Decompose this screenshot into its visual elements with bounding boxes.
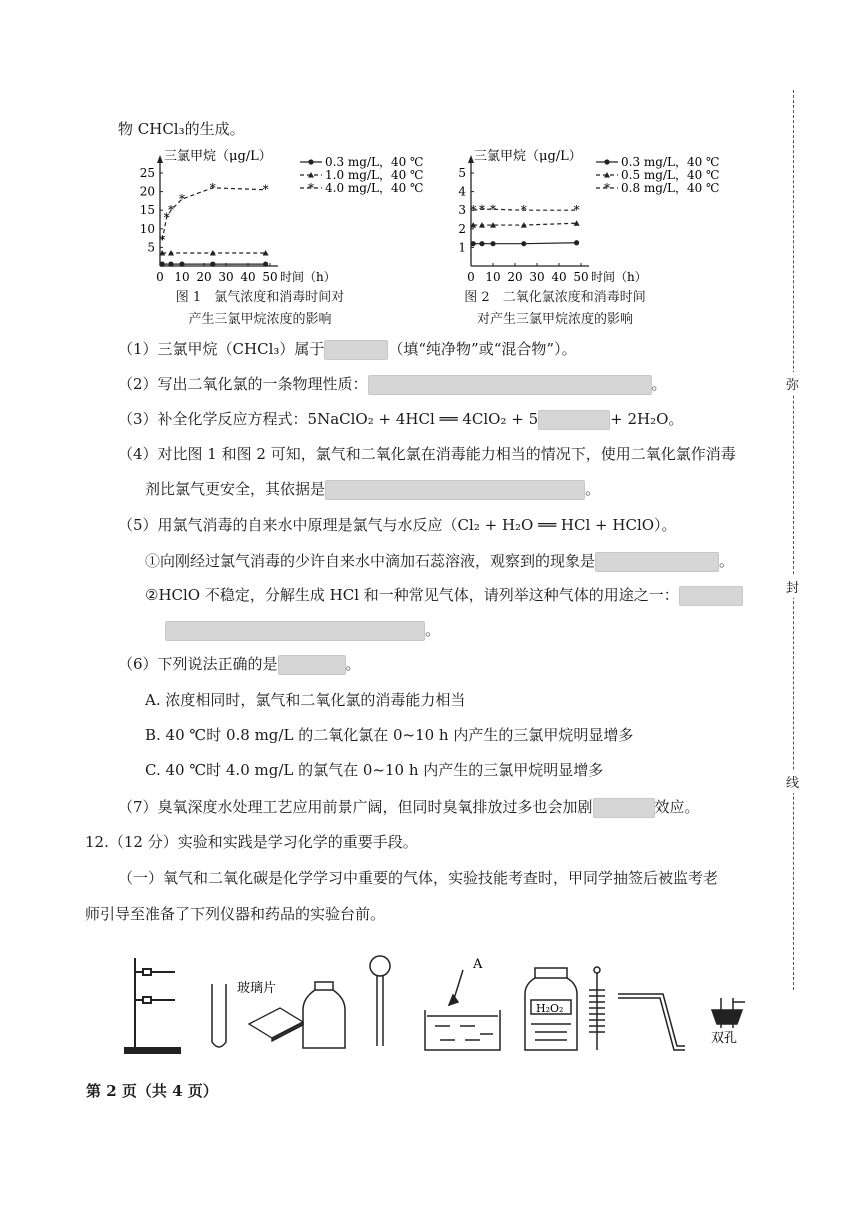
fig2-series-0-point-4 <box>574 240 579 245</box>
fig2-legend-label-2: 0.8 mg/L，40 ℃ <box>621 181 720 195</box>
fig1-series-2-point-4: * <box>209 180 216 195</box>
test-tube-brush-icon <box>589 967 605 1050</box>
fig1-ytick-label-4: 25 <box>139 166 155 180</box>
binding-line <box>793 90 794 990</box>
stopper-label: 双孔 <box>711 1031 738 1046</box>
reagent-label: H₂O₂ <box>536 1002 564 1015</box>
fig2-xtick-label-4: 40 <box>551 270 567 284</box>
fig1-ytick-label-3: 20 <box>139 184 155 199</box>
fig2-series-2-point-0: * <box>470 203 477 218</box>
question-3 <box>118 408 683 430</box>
fig1-series-2-point-2: * <box>168 203 174 218</box>
fig1-series-0-point-3 <box>210 262 215 267</box>
bent-glass-tube-icon <box>618 994 685 1050</box>
binding-mark-1: 弥 <box>786 372 799 395</box>
fig2-legend-label-1: 0.5 mg/L，40 ℃ <box>621 168 720 182</box>
q6-answer-blank[interactable] <box>278 655 346 675</box>
fig2-legend-label-0: 0.3 mg/L，40 ℃ <box>621 155 720 169</box>
fig2-series-2-point-4: * <box>573 203 580 218</box>
binding-mark-3: 线 <box>786 770 799 793</box>
test-tube-icon <box>212 984 226 1047</box>
two-hole-stopper-icon <box>712 998 745 1028</box>
q6-text-pre: （6）下列说法正确的是 <box>118 655 278 673</box>
question-12-1-line1: （一）氧气和二氧化碳是化学学习中重要的气体，实验技能考查时，甲同学抽签后被监考老 <box>118 869 719 887</box>
fig2-series-2-point-1: * <box>479 202 485 217</box>
q3-text-post: + 2H₂O。 <box>610 410 684 428</box>
q7-answer-blank[interactable] <box>593 798 655 818</box>
fig2-caption-line1: 图 2 二氧化氯浓度和消毒时间 <box>464 290 646 305</box>
fig2-legend-marker-0 <box>604 159 609 164</box>
fig2-legend-marker-2: * <box>604 181 610 195</box>
q6-text-post: 。 <box>345 655 361 673</box>
fig2-xtick-label-0: 0 <box>467 270 475 284</box>
fig1-ytick-label-0: 5 <box>147 240 155 255</box>
fig1-series-2-point-5: * <box>262 182 269 197</box>
fig2-ytick-label-0: 1 <box>458 240 466 255</box>
fig2-chart <box>450 142 780 287</box>
question-6 <box>118 653 361 675</box>
intro-line: 物 CHCl₃的生成。 <box>118 120 245 138</box>
q5-2-answer-blank-a[interactable] <box>679 586 743 606</box>
fig1-series-0-point-4 <box>263 262 268 267</box>
q3-answer-blank[interactable] <box>538 410 610 430</box>
q5-1-text-post: 。 <box>719 552 735 570</box>
question-5-line1: （5）用氯气消毒的自来水中原理是氯气与水反应（Cl₂ + H₂O ══ HCl + HClO）。 <box>118 516 677 534</box>
fig2-xtick-label-5: 50 <box>573 270 589 284</box>
question-5-2-cont <box>165 619 440 641</box>
q6-option-c: C. 40 ℃时 4.0 mg/L 的氯气在 0~10 h 内产生的三氯甲烷明显增多 <box>145 761 604 779</box>
question-1 <box>118 338 577 360</box>
fig1-ylabel: 三氯甲烷（μg/L） <box>164 149 272 164</box>
fig2-xtick-label-1: 10 <box>485 270 501 284</box>
fig1-legend-label-2: 4.0 mg/L，40 ℃ <box>325 181 424 195</box>
water-trough-icon <box>425 970 500 1050</box>
fig1-series-0-point-2 <box>179 262 184 267</box>
q2-text-pre: （2）写出二氧化氯的一条物理性质： <box>118 375 368 393</box>
fig2-series-0-point-0 <box>471 241 476 246</box>
iron-stand-icon <box>125 958 180 1053</box>
fig1-series-2-point-0: * <box>159 232 166 247</box>
question-4-line1: （4）对比图 1 和图 2 可知，氯气和二氧化氯在消毒能力相当的情况下，使用二氧化氯作消毒 <box>118 445 736 463</box>
fig1-caption-line2: 产生三氯甲烷浓度的影响 <box>188 312 332 327</box>
fig1-xtick-label-5: 50 <box>262 270 278 284</box>
q6-option-b: B. 40 ℃时 0.8 mg/L 的二氧化氯在 0~10 h 内产生的三氯甲烷明显增多 <box>145 726 634 744</box>
q6-option-a: A. 浓度相同时，氯气和二氧化氯的消毒能力相当 <box>145 691 466 709</box>
q5-1-text-pre: ①向刚经过氯气消毒的少许自来水中滴加石蕊溶液，观察到的现象是 <box>145 552 596 570</box>
fig1-caption-line1: 图 1 氯气浓度和消毒时间对 <box>175 290 345 305</box>
fig1-xtick-label-2: 20 <box>196 270 212 284</box>
fig1-legend-label-0: 0.3 mg/L，40 ℃ <box>325 155 424 169</box>
fig1-chart <box>130 142 460 287</box>
question-4-line2 <box>145 478 600 500</box>
q1-answer-blank[interactable] <box>324 340 388 360</box>
fig1-xlabel: 时间（h） <box>280 270 336 284</box>
question-12-1-line2: 师引导至准备了下列仪器和药品的实验台前。 <box>85 905 386 923</box>
fig2-series-0-point-1 <box>479 241 484 246</box>
long-neck-funnel-icon <box>370 956 390 1046</box>
question-12: 12.（12 分）实验和实践是学习化学的重要手段。 <box>85 833 418 851</box>
fig1-ytick-label-2: 15 <box>139 203 155 218</box>
q4-text-post: 。 <box>585 480 601 498</box>
fig1-series-2-point-1: * <box>163 210 170 225</box>
fig1-xtick-label-3: 30 <box>218 270 234 284</box>
q5-1-answer-blank[interactable] <box>595 552 719 572</box>
fig2-series-2-point-3: * <box>520 203 527 218</box>
glass-plate-icon <box>249 1008 303 1041</box>
fig1-series-line-2 <box>162 188 265 240</box>
fig1-ytick-label-1: 10 <box>139 221 155 236</box>
binding-mark-2: 封 <box>786 575 799 598</box>
glass-plate-label: 玻璃片 <box>237 981 277 996</box>
q5-2-text-post: 。 <box>425 621 441 639</box>
fig2-caption-line2: 对产生三氯甲烷浓度的影响 <box>476 312 633 327</box>
q4-text-pre: 剂比氯气更安全，其依据是 <box>145 480 326 498</box>
q3-text-pre: （3）补全化学反应方程式：5NaClO₂ + 4HCl ══ 4ClO₂ + 5 <box>118 410 539 428</box>
q7-text-pre: （7）臭氧深度水处理工艺应用前景广阔，但同时臭氧排放过多也会加剧 <box>118 798 593 816</box>
fig2-series-0-point-2 <box>490 241 495 246</box>
fig1-y-arrow <box>157 155 163 163</box>
fig1-xtick-label-4: 40 <box>240 270 256 284</box>
question-5-1 <box>145 550 734 572</box>
question-7 <box>118 796 700 818</box>
q7-text-post: 效应。 <box>654 798 700 816</box>
fig1-series-0-point-0 <box>160 262 165 267</box>
gas-bottle-icon <box>303 982 345 1048</box>
q5-2-text-pre: ②HClO 不稳定，分解生成 HCl 和一种常见气体，请列举这种气体的用途之一： <box>145 586 679 604</box>
fig2-ytick-label-2: 3 <box>458 203 466 218</box>
trough-label: A <box>473 957 483 972</box>
question-5-2 <box>145 584 743 606</box>
fig1-xtick-label-0: 0 <box>156 270 164 284</box>
fig1-series-2-point-3: * <box>179 192 185 207</box>
question-2 <box>118 373 667 395</box>
fig2-ytick-label-4: 5 <box>458 166 466 180</box>
q5-2-answer-blank-b[interactable] <box>165 621 425 641</box>
q4-answer-blank[interactable] <box>325 480 585 500</box>
fig1-xtick-label-1: 10 <box>174 270 190 284</box>
q2-answer-blank[interactable] <box>368 375 652 395</box>
apparatus-row <box>115 950 775 1060</box>
fig1-legend-marker-0 <box>308 159 313 164</box>
fig2-ytick-label-1: 2 <box>458 221 466 236</box>
fig2-series-2-point-2: * <box>490 202 496 217</box>
fig2-xtick-label-3: 30 <box>529 270 545 284</box>
q1-text-pre: （1）三氯甲烷（CHCl₃）属于 <box>118 340 325 358</box>
fig1-legend-marker-2: * <box>308 181 314 195</box>
fig1-legend-label-1: 1.0 mg/L，40 ℃ <box>325 168 424 182</box>
fig2-ylabel: 三氯甲烷（μg/L） <box>474 149 582 164</box>
page-footer: 第 2 页（共 4 页） <box>86 1082 218 1100</box>
q1-text-post: （填“纯净物”或“混合物”）。 <box>388 340 577 358</box>
fig2-xtick-label-2: 20 <box>507 270 523 284</box>
fig2-xlabel: 时间（h） <box>591 270 647 284</box>
fig1-series-0-point-1 <box>168 262 173 267</box>
q2-text-post: 。 <box>651 375 667 393</box>
fig2-ytick-label-3: 4 <box>458 184 466 199</box>
fig2-series-0-point-3 <box>521 241 526 246</box>
